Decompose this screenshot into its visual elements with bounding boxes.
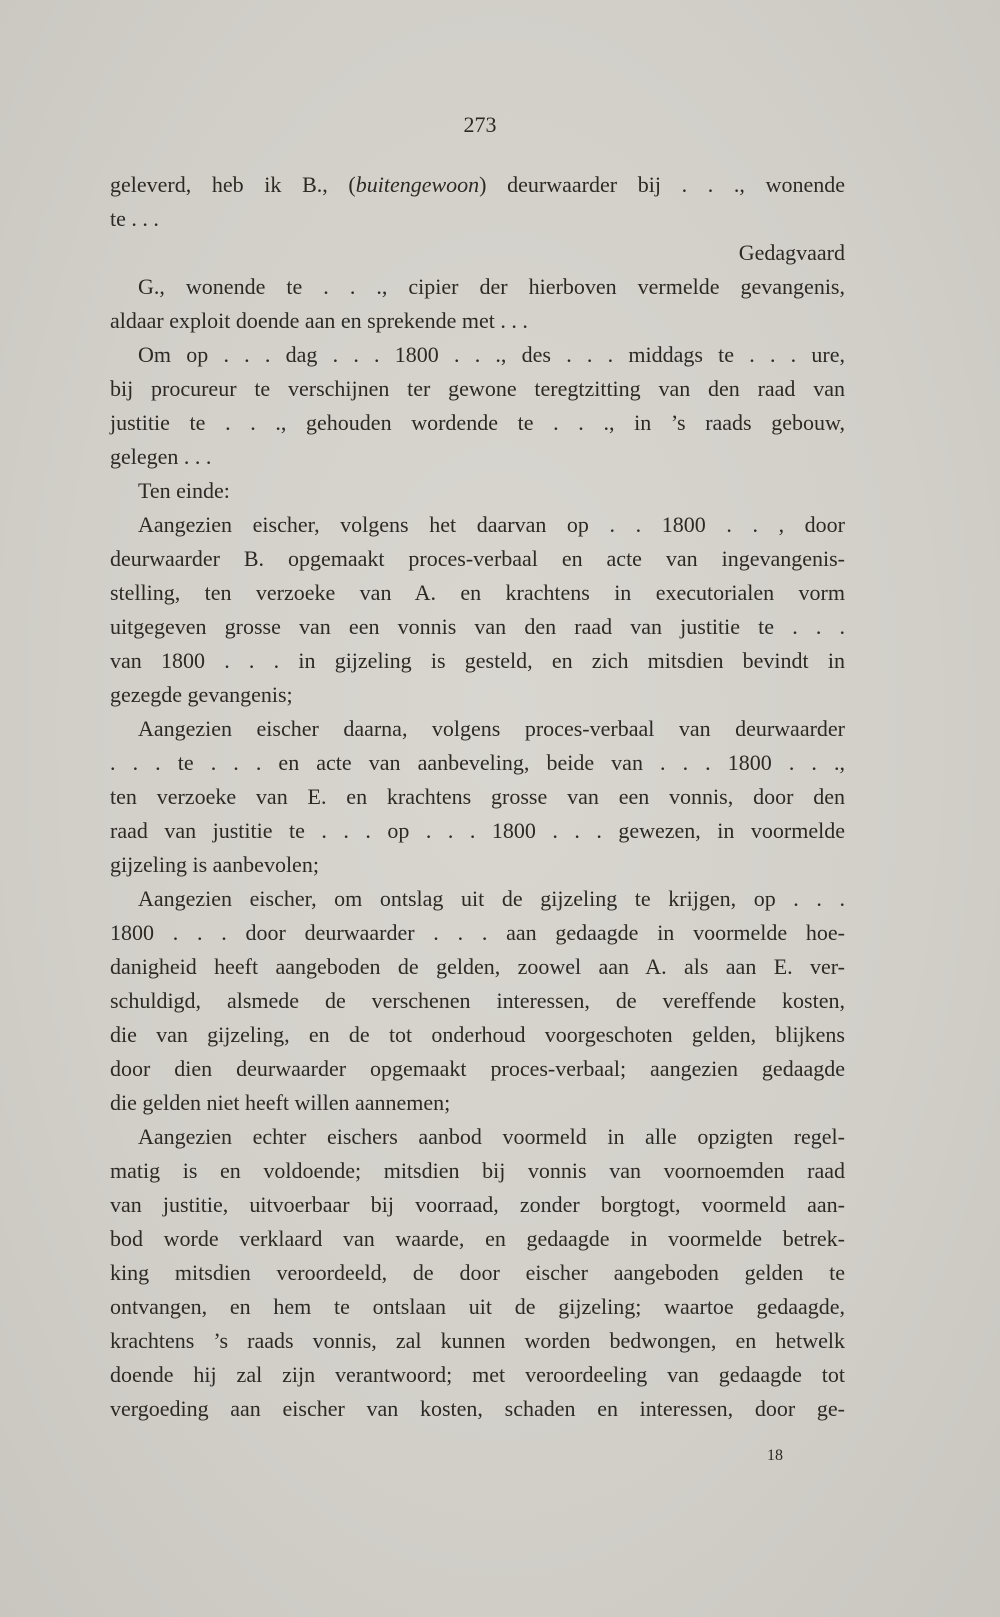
text-line: Aangezien echter eischers aanbod voormeld in alle opzigten regel-	[138, 1124, 845, 1149]
text-line: krachtens ’s raads vonnis, zal kunnen worden bedwongen, en hetwelk	[110, 1328, 845, 1353]
text-line: bij procureur te verschijnen ter gewone teregtzitting van den raad van	[110, 376, 845, 401]
text-line: schuldigd, alsmede de verschenen interessen, de vereffende kosten,	[110, 988, 845, 1013]
text-line: geleverd, heb ik B., (buitengewoon) deurwaarder bij . . ., wonende	[110, 172, 845, 197]
text-line: vergoeding aan eischer van kosten, schaden en interessen, door ge-	[110, 1396, 845, 1421]
text-line: Aangezien eischer, om ontslag uit de gijzeling te krijgen, op . . .	[138, 886, 845, 911]
text-line: ontvangen, en hem te ontslaan uit de gijzeling; waartoe gedaagde,	[110, 1294, 845, 1319]
text-line: die van gijzeling, en de tot onderhoud voorgeschoten gelden, blijkens	[110, 1022, 845, 1047]
text-line: Om op . . . dag . . . 1800 . . ., des . . . middags te . . . ure,	[138, 342, 845, 367]
text-line: Aangezien eischer, volgens het daarvan op . . 1800 . . , door	[138, 512, 845, 537]
text-line: danigheid heeft aangeboden de gelden, zoowel aan A. als aan E. ver-	[110, 954, 845, 979]
signature-mark: 18	[767, 1447, 783, 1464]
text-line: stelling, ten verzoeke van A. en krachtens in executorialen vorm	[110, 580, 845, 605]
text-line: Ten einde:	[138, 478, 230, 503]
text-line: bod worde verklaard van waarde, en gedaagde in voormelde betrek-	[110, 1226, 845, 1251]
text-line: deurwaarder B. opgemaakt proces-verbaal en acte van ingevangenis-	[110, 546, 845, 571]
page-number: 273	[463, 112, 497, 137]
text-line: te . . .	[110, 206, 159, 231]
text-line: door dien deurwaarder opgemaakt proces-verbaal; aangezien gedaagde	[110, 1056, 845, 1081]
text-line: gijzeling is aanbevolen;	[110, 852, 319, 877]
text-line: Aangezien eischer daarna, volgens proces-verbaal van deurwaarder	[138, 716, 845, 741]
text-line: G., wonende te . . ., cipier der hierboven vermelde gevangenis,	[138, 274, 845, 299]
text-line: uitgegeven grosse van een vonnis van den raad van justitie te . . .	[110, 614, 845, 639]
text-line: . . . te . . . en acte van aanbeveling, beide van . . . 1800 . . .,	[110, 750, 845, 775]
text-line: gelegen . . .	[110, 444, 212, 469]
text-line: aldaar exploit doende aan en sprekende met . . .	[110, 308, 528, 333]
text-line: doende hij zal zijn verantwoord; met veroordeeling van gedaagde tot	[110, 1362, 845, 1387]
text-line: matig is en voldoende; mitsdien bij vonnis van voornoemden raad	[110, 1158, 845, 1183]
text-line: die gelden niet heeft willen aannemen;	[110, 1090, 451, 1115]
text-line: raad van justitie te . . . op . . . 1800 . . . gewezen, in voormelde	[110, 818, 845, 843]
text-line: king mitsdien veroordeeld, de door eischer aangeboden gelden te	[110, 1260, 845, 1285]
text-line: justitie te . . ., gehouden wordende te . . ., in ’s raads gebouw,	[110, 410, 845, 435]
text-line: ten verzoeke van E. en krachtens grosse van een vonnis, door den	[110, 784, 845, 809]
text-line: van justitie, uitvoerbaar bij voorraad, zonder borgtogt, voormeld aan-	[110, 1192, 845, 1217]
text-line: 1800 . . . door deurwaarder . . . aan gedaagde in voormelde hoe-	[110, 920, 845, 945]
text-line: gezegde gevangenis;	[110, 682, 293, 707]
body-text	[110, 168, 845, 1426]
text-line: van 1800 . . . in gijzeling is gesteld, en zich mitsdien bevindt in	[110, 648, 845, 673]
text-line: Gedagvaard	[738, 240, 845, 265]
